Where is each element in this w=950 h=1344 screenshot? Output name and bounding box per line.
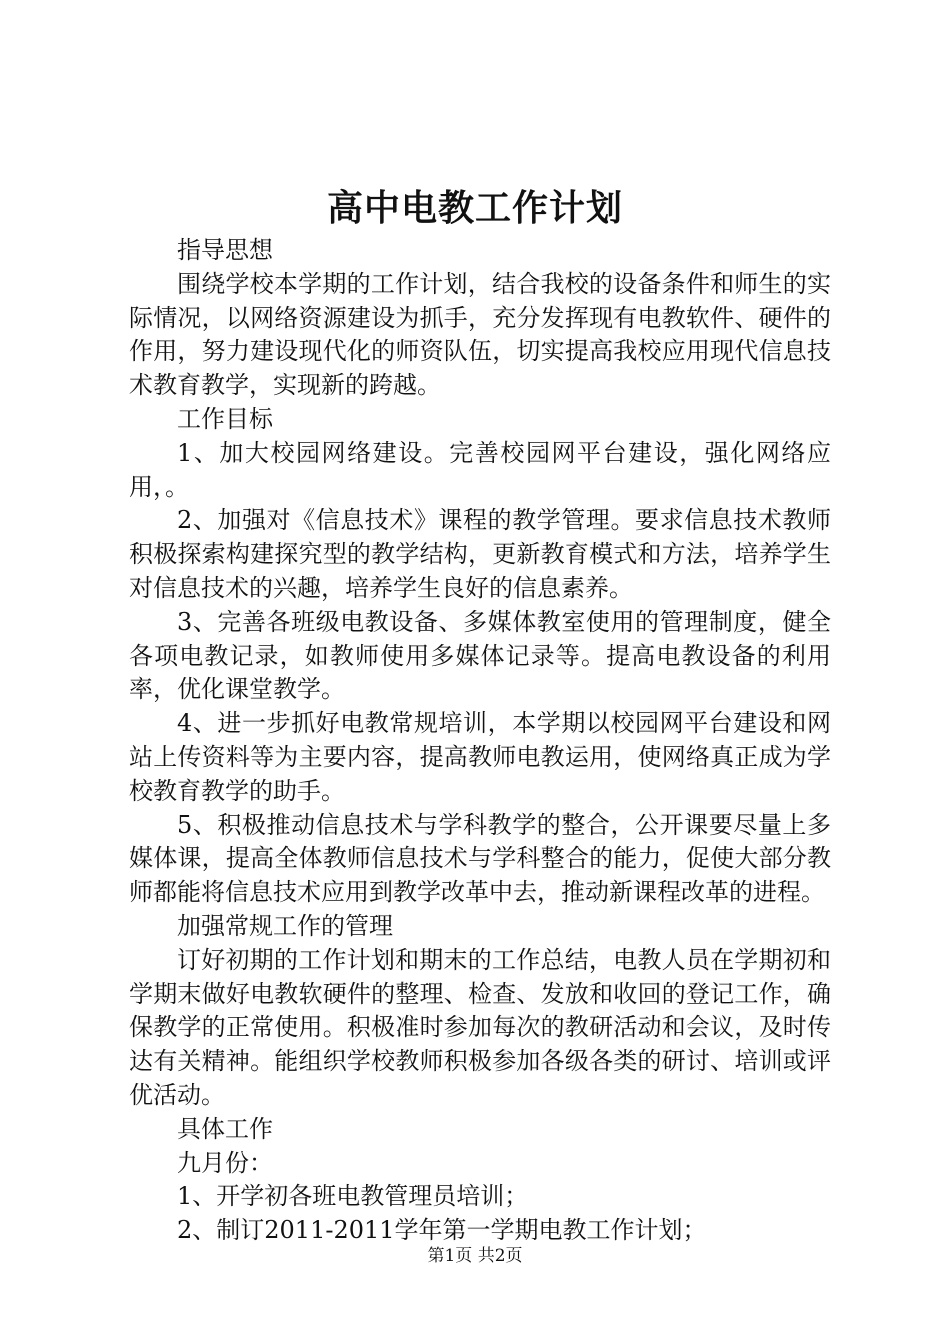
body-paragraph: 订好初期的工作计划和期末的工作总结，电教人员在学期初和学期末做好电教软硬件的整理、检查、发放和收回的登记工作，确保教学的正常使用。积极准时参加每次的教研活动和会议，及时传达有关精神。能组织学校教师积极参加各级各类的研讨、培训或评优活动。 (129, 945, 831, 1109)
section-heading: 具体工作 (177, 1114, 273, 1143)
month-heading: 九月份： (177, 1148, 273, 1177)
section-heading: 加强常规工作的管理 (177, 911, 393, 940)
list-item: 2、制订2011-2011学年第一学期电教工作计划； (177, 1216, 707, 1245)
document-body (129, 234, 831, 1248)
body-paragraph: 围绕学校本学期的工作计划，结合我校的设备条件和师生的实际情况，以网络资源建设为抓手，充分发挥现有电教软件、硬件的作用，努力建设现代化的师资队伍，切实提高我校应用现代信息技术教育教学，实现新的跨越。 (129, 269, 831, 400)
section-heading: 指导思想 (177, 236, 273, 264)
list-item: 1、开学初各班电教管理员培训； (177, 1182, 529, 1211)
page-footer: 第1页 共2页 (427, 1246, 523, 1266)
list-item: 1、加大校园网络建设。完善校园网平台建设，强化网络应用，。 (129, 438, 831, 501)
section-heading: 工作目标 (177, 404, 273, 433)
list-item: 2、加强对《信息技术》课程的教学管理。要求信息技术教师积极探索构建探究型的教学结构，更新教育模式和方法，培养学生对信息技术的兴趣，培养学生良好的信息素养。 (129, 506, 831, 602)
list-item: 5、积极推动信息技术与学科教学的整合，公开课要尽量上多媒体课，提高全体教师信息技术与学科整合的能力，促使大部分教师都能将信息技术应用到教学改革中去，推动新课程改革的进程。 (129, 810, 831, 907)
list-item: 4、进一步抓好电教常规培训，本学期以校园网平台建设和网站上传资料等为主要内容，提高教师电教运用，使网络真正成为学校教育教学的助手。 (129, 709, 831, 805)
document-title: 高中电教工作计划 (326, 187, 623, 229)
list-item: 3、完善各班级电教设备、多媒体教室使用的管理制度，健全各项电教记录，如教师使用多媒体记录等。提高电教设备的利用率，优化课堂教学。 (129, 607, 831, 704)
